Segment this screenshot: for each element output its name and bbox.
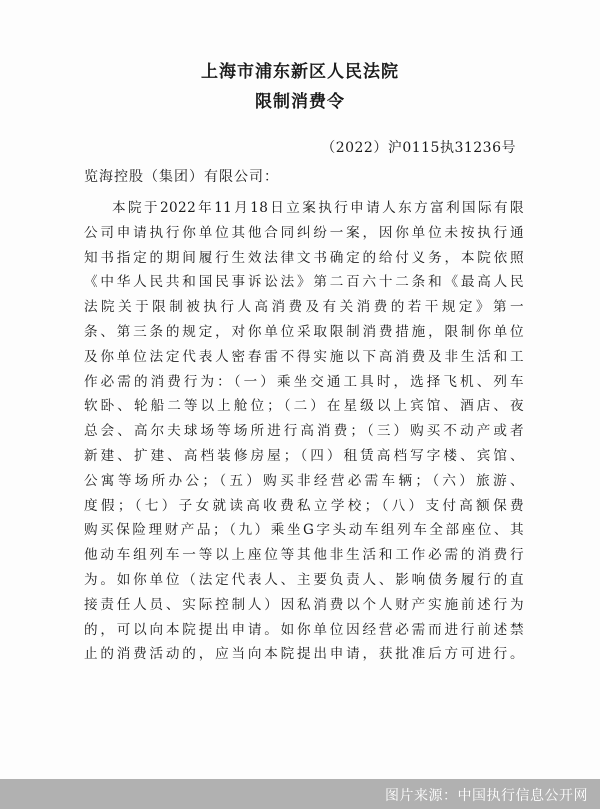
body-line: 条、第三条的规定，对你单位采取限制消费措施，限制你单位 bbox=[84, 323, 524, 340]
body-line: 的，可以向本院提出申请。如你单位因经营必需而进行前述禁 bbox=[84, 621, 524, 638]
body-line: 软卧、轮船二等以上舱位；（二）在星级以上宾馆、酒店、夜 bbox=[84, 398, 524, 415]
body-line: 及你单位法定代表人密春雷不得实施以下高消费及非生活和工 bbox=[84, 348, 524, 365]
body-line: 《中华人民共和国民事诉讼法》第二百六十二条和《最高人民 bbox=[84, 274, 524, 291]
body-line: 公司申请执行你单位其他合同纠纷一案，因你单位未按执行通 bbox=[84, 224, 524, 241]
body-line: 知书指定的期间履行生效法律文书确定的给付义务，本院依照 bbox=[84, 249, 524, 266]
body-line: 为。如你单位（法定代表人、主要负责人、影响债务履行的直 bbox=[84, 571, 524, 588]
body-line: 法院关于限制被执行人高消费及有关消费的若干规定》第一 bbox=[84, 299, 524, 316]
body-line: 作必需的消费行为：（一）乘坐交通工具时，选择飞机、列车 bbox=[84, 373, 524, 390]
body-line: 接责任人员、实际控制人）因私消费以个人财产实施前述行为 bbox=[84, 596, 524, 613]
body-line: 度假；（七）子女就读高收费私立学校；（八）支付高额保费 bbox=[84, 497, 524, 514]
body-line: 新建、扩建、高档装修房屋；（四）租赁高档写字楼、宾馆、 bbox=[84, 447, 524, 464]
image-source-caption-bar bbox=[0, 779, 600, 809]
court-name-heading: 上海市浦东新区人民法院 bbox=[201, 62, 399, 82]
body-line: 总会、高尔夫球场等场所进行高消费；（三）购买不动产或者 bbox=[84, 423, 524, 440]
body-line: 本院于2022年11月18日立案执行申请人东方富利国际有限 bbox=[112, 200, 524, 216]
addressee: 览海控股（集团）有限公司： bbox=[84, 169, 279, 185]
case-number: （2022）沪0115执31236号 bbox=[321, 140, 516, 156]
body-line: 止的消费活动的，应当向本院提出申请，获批准后方可进行。 bbox=[84, 646, 524, 663]
body-line: 他动车组列车一等以上座位等其他非生活和工作必需的消费行 bbox=[84, 547, 524, 564]
body-line: 公寓等场所办公；（五）购买非经营必需车辆；（六）旅游、 bbox=[84, 472, 524, 489]
document-title: 限制消费令 bbox=[255, 92, 345, 112]
image-source-caption: 图片来源：中国执行信息公开网 bbox=[385, 788, 588, 804]
body-line: 购买保险理财产品；（九）乘坐G字头动车组列车全部座位、其 bbox=[84, 522, 524, 539]
document-body bbox=[84, 196, 524, 667]
